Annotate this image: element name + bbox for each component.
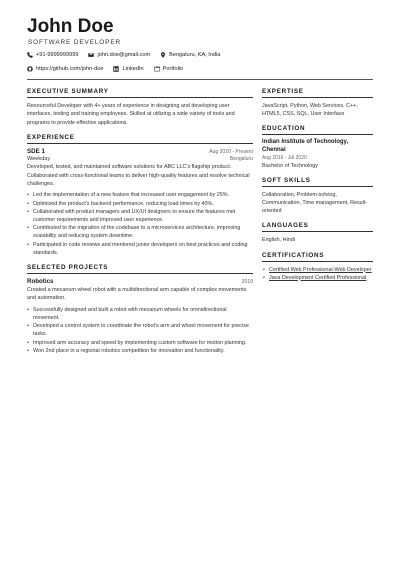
contact-github[interactable] — [27, 66, 103, 72]
project-header — [27, 278, 253, 285]
contact-location — [160, 52, 220, 58]
contact-linkedin[interactable] — [113, 66, 143, 72]
left-column — [27, 88, 253, 355]
list-item: • Improved arm accuracy and speed by implementing custom software for motion planning. — [27, 339, 253, 347]
certifications-section — [262, 252, 373, 282]
list-item: • Collaborated with product managers and UX/UI designers to ensure the features met customer requirements and improved user experience. — [27, 208, 253, 224]
experience-title: EXPERIENCE — [27, 134, 253, 144]
job-company-row — [27, 156, 253, 162]
soft-skills-title: SOFT SKILLS — [262, 177, 373, 187]
projects-section — [27, 264, 253, 355]
education-title: EDUCATION — [262, 125, 373, 135]
portfolio-icon — [154, 66, 160, 72]
job-date: Aug 2020 - Present — [209, 149, 253, 156]
education-degree: Bachelor of Technology — [262, 162, 318, 169]
contact-row-links — [27, 66, 193, 72]
expertise-section — [262, 88, 373, 118]
summary-text: Resourceful Developer with 4+ years of experience in designing and developing user interfaces, testing and training employees. Skilled at utilizing a wide variety of tools and programs to provide effective applications. — [27, 103, 235, 126]
languages-section — [262, 222, 373, 244]
certification-link[interactable]: Certified Web Professional-Web Developer — [269, 266, 372, 273]
project-description: Created a mecanum wheel robot with a multidirectional arm capable of complex movements and automation. — [27, 287, 247, 302]
project-year: 2019 — [241, 279, 253, 286]
education-date: Aug 2016 - Jul 2020 — [262, 154, 307, 161]
email-icon — [88, 52, 94, 58]
projects-title: SELECTED PROJECTS — [27, 264, 253, 274]
linkedin-icon — [113, 66, 119, 72]
contact-portfolio[interactable] — [154, 66, 184, 72]
expertise-title: EXPERTISE — [262, 88, 373, 98]
summary-title: EXECUTIVE SUMMARY — [27, 88, 253, 98]
list-item[interactable] — [262, 274, 373, 282]
list-item[interactable] — [262, 266, 373, 274]
phone-text: +91-9999999999 — [36, 52, 79, 58]
list-item: • Contributed to the migration of the codebase to a microservices architecture, improving scalability and reducing system downtime. — [27, 224, 253, 240]
summary-section — [27, 88, 253, 127]
phone-icon — [27, 52, 33, 58]
certifications-title: CERTIFICATIONS — [262, 252, 373, 262]
list-item: • Won 2nd place in a regional robotics competition for innovation and functionality. — [27, 347, 253, 355]
job-company: Weekday — [27, 156, 51, 163]
header-divider — [27, 79, 373, 80]
soft-skills-text: Collaboration, Problem-solving, Communication, Time management, Result-oriented — [262, 191, 368, 215]
soft-skills-section — [262, 177, 373, 216]
portfolio-link: Portfolio — [162, 66, 184, 72]
email-text: john.doe@gmail.com — [97, 52, 151, 58]
project-title: Robotics — [27, 278, 54, 286]
expertise-text: JavaScript, Python, Web Services, C++, HTML5, CSS, SQL, User Interface — [262, 103, 358, 118]
job-bullets — [27, 191, 253, 257]
job-description: Developed, tested, and maintained software solutions for ABC LLC's flagship product. Collaborated with cross-functional teams to deliver high-quality features and resolve technical challenges. — [27, 164, 250, 188]
education-section — [262, 125, 373, 169]
list-item: • Developed a control system to coordinate the robot's arm and wheel movement for precise tasks. — [27, 322, 253, 338]
job-header — [27, 148, 253, 155]
location-text: Bengaluru, KA, India — [169, 52, 221, 58]
contact-phone[interactable] — [27, 52, 78, 58]
candidate-name: John Doe — [27, 16, 114, 37]
list-item: • Optimized the product's backend performance, reducing load times by 40%. — [27, 200, 253, 208]
github-icon — [27, 66, 33, 72]
list-item: • Successfully designed and built a robot with mecanum wheels for omnidirectional movement. — [27, 306, 253, 322]
experience-section — [27, 134, 253, 257]
certifications-list — [262, 266, 373, 282]
linkedin-link: LinkedIn — [122, 66, 144, 72]
location-pin-icon — [160, 52, 166, 58]
languages-title: LANGUAGES — [262, 222, 373, 232]
languages-text: English, Hindi — [262, 237, 295, 244]
contact-row-primary — [27, 52, 230, 58]
certification-link[interactable]: Java Development Certified Professional — [269, 274, 367, 281]
job-title: SDE 1 — [27, 148, 45, 156]
project-bullets — [27, 306, 253, 355]
candidate-role: SOFTWARE DEVELOPER — [28, 39, 122, 46]
education-school: Indian Institute of Technology, Chennai — [262, 139, 349, 153]
right-column — [262, 88, 373, 282]
github-link: https://github.com/john-doe — [36, 66, 104, 72]
job-location: Bengaluru — [229, 156, 253, 163]
contact-email[interactable] — [88, 52, 150, 58]
list-item: • Participated in code reviews and mentored junior developers on best practices and coding standards. — [27, 241, 253, 257]
list-item: • Led the implementation of a new feature that increased user engagement by 25%. — [27, 191, 253, 199]
